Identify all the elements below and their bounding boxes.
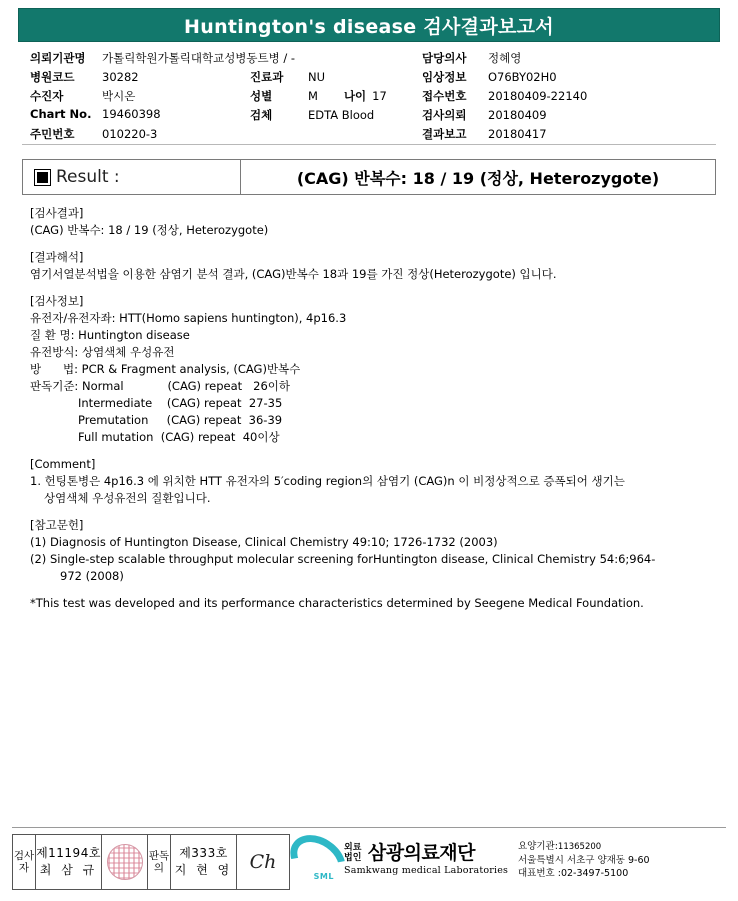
field-value: 20180409 — [488, 108, 547, 122]
age-pair — [344, 88, 387, 104]
report-footer — [10, 827, 728, 893]
swoosh-shape — [281, 825, 355, 895]
result-box — [22, 159, 716, 195]
report-body — [22, 205, 716, 612]
result-label: Result : — [56, 167, 120, 187]
spacer — [30, 585, 716, 595]
patient-info — [22, 50, 716, 142]
section-head-interpretation: [결과해석] — [30, 250, 84, 264]
field-value: 17 — [372, 89, 387, 103]
signature-mark: Ch — [249, 851, 277, 873]
report-page — [0, 8, 738, 901]
field-value: M — [308, 89, 318, 103]
contact-row — [518, 840, 650, 854]
reference-line: (1) Diagnosis of Huntington Disease, Clinical Chemistry 49:10; 1726-1732 (2003) — [30, 535, 498, 549]
field-value: 010220-3 — [102, 127, 158, 141]
reference-line: 972 (2008) — [60, 569, 124, 583]
section-head-reference: [참고문헌] — [30, 518, 84, 532]
reference-line: (2) Single-step scalable throughput molecular screening forHuntington disease, Clinical Chemistry 54:6;964- — [30, 552, 656, 566]
field-label: 나이 — [343, 89, 367, 103]
field-value: 30282 — [102, 70, 139, 84]
examiner-name: 최 삼 규 — [39, 863, 98, 877]
field-value: 가톨릭학원가톨릭대학교성병동트병 / - — [102, 51, 296, 65]
section-head-info: [검사정보] — [30, 294, 84, 308]
logo-mark-text: SML — [313, 872, 334, 881]
contact-value: 02-3497-5100 — [560, 868, 629, 879]
footer-content — [10, 834, 728, 892]
examiner-label-cell — [13, 835, 36, 889]
field-label: 진료과 — [250, 70, 284, 84]
spacer — [30, 507, 716, 517]
info-row — [422, 50, 722, 69]
field-label: 병원코드 — [30, 70, 75, 84]
contact-label: 대표번호 : — [518, 868, 561, 879]
info-row — [422, 107, 722, 126]
info-row — [250, 88, 440, 107]
field-value: 20180409-22140 — [488, 89, 588, 103]
field-value: O76BY02H0 — [488, 70, 557, 84]
logo-kor-small-1: 외료 — [344, 842, 362, 853]
report-title-bar — [18, 8, 720, 42]
info-row — [30, 69, 260, 88]
info-row — [250, 69, 440, 88]
info-line: 방 법: PCR & Fragment analysis, (CAG)반복수 — [30, 362, 301, 376]
reader-signature-cell — [237, 835, 289, 889]
field-value: EDTA Blood — [308, 108, 375, 122]
field-value: 박시온 — [102, 89, 136, 103]
logo-kor-small-2: 법인 — [344, 852, 362, 863]
footnote: *This test was developed and its performance characteristics determined by Seegene Medical Foundation. — [30, 596, 644, 610]
info-line: 유전방식: 상염색체 우성유전 — [30, 345, 175, 359]
result-value: (CAG) 반복수: 18 / 19 (정상, Heterozygote) — [296, 168, 660, 188]
contact-info — [518, 840, 650, 880]
contact-value: 11365200 — [557, 842, 602, 852]
info-row — [30, 50, 296, 69]
info-line: 유전자/유전자좌: HTT(Homo sapiens huntington), 4p16.3 — [30, 311, 347, 325]
info-row — [30, 126, 260, 145]
examiner-name-cell — [36, 835, 102, 889]
field-label: 검체 — [250, 108, 273, 122]
info-row — [422, 69, 722, 88]
field-label: 의뢰기관명 — [30, 51, 86, 65]
reader-license: 제333호 — [179, 846, 228, 860]
field-label: 수진자 — [30, 89, 64, 103]
criteria-line: Intermediate (CAG) repeat 27-35 — [78, 396, 283, 410]
patient-info-col-3 — [422, 50, 722, 145]
examiner-label: 검사자 — [13, 850, 35, 874]
examiner-stamp-cell — [102, 835, 148, 889]
comment-line: 상염색체 우성유전의 질환입니다. — [44, 491, 211, 505]
logo-kor-main: 삼광의료재단 — [367, 841, 476, 864]
info-row — [30, 88, 260, 107]
result-label-cell — [23, 160, 241, 194]
field-label: 담당의사 — [422, 51, 467, 65]
info-row — [422, 126, 722, 145]
field-label: 접수번호 — [422, 89, 467, 103]
interpretation-line: 염기서열분석법을 이용한 삼염기 분석 결과, (CAG)반복수 18과 19를 가진 정상(Heterozygote) 입니다. — [30, 267, 557, 281]
patient-info-col-2 — [250, 50, 440, 126]
footer-divider — [12, 827, 726, 828]
field-label: 결과보고 — [422, 127, 467, 141]
logo-text — [344, 843, 508, 878]
info-row-spacer — [250, 50, 440, 69]
logo-kor-small — [344, 843, 361, 863]
test-result-line: (CAG) 반복수: 18 / 19 (정상, Heterozygote) — [30, 223, 269, 237]
info-row — [30, 107, 260, 126]
info-line: 판독기준: Normal (CAG) repeat 26이하 — [30, 379, 290, 393]
contact-value: 서울특별시 서초구 양재동 9-60 — [518, 855, 650, 866]
reader-name-cell — [171, 835, 237, 889]
contact-label: 요양기관: — [518, 841, 558, 852]
comment-line: 1. 헌팅톤병은 4p16.3 에 위치한 HTT 유전자의 5′coding region의 삼염기 (CAG)n 이 비정상적으로 증폭되어 생기는 — [30, 474, 625, 488]
field-value: 19460398 — [102, 107, 161, 121]
field-label: 검사의뢰 — [422, 108, 467, 122]
reader-label-cell — [148, 835, 171, 889]
spacer — [30, 239, 716, 249]
field-value: NU — [308, 70, 326, 84]
logo-swoosh-icon — [288, 838, 336, 882]
field-label: 임상정보 — [422, 70, 467, 84]
spacer — [30, 446, 716, 456]
reader-label: 판독의 — [148, 850, 170, 874]
page-title: Huntington's disease 검사결과보고서 — [184, 15, 554, 38]
field-label: Chart No. — [30, 107, 92, 121]
info-row — [422, 88, 722, 107]
criteria-line: Premutation (CAG) repeat 36-39 — [78, 413, 283, 427]
criteria-line: Full mutation (CAG) repeat 40이상 — [78, 430, 280, 444]
info-row — [250, 107, 440, 126]
contact-row — [518, 854, 650, 867]
reader-name: 지 현 영 — [174, 863, 233, 877]
spacer — [30, 283, 716, 293]
field-value: 20180417 — [488, 127, 547, 141]
examiner-license: 제11194호 — [36, 846, 101, 860]
contact-row — [518, 867, 650, 880]
company-logo — [288, 838, 508, 882]
logo-title-row — [344, 843, 508, 863]
field-label: 주민번호 — [30, 127, 75, 141]
info-line: 질 환 명: Huntington disease — [30, 328, 190, 342]
section-head-comment: [Comment] — [30, 457, 96, 471]
logo-eng: Samkwang medical Laboratories — [344, 864, 509, 876]
square-bullet-icon — [37, 172, 48, 183]
field-label: 성별 — [250, 89, 273, 103]
field-value: 정혜영 — [488, 51, 522, 65]
signature-table — [12, 834, 290, 890]
seal-stamp-icon — [107, 844, 143, 880]
section-head-test-result: [검사결과] — [30, 206, 84, 220]
